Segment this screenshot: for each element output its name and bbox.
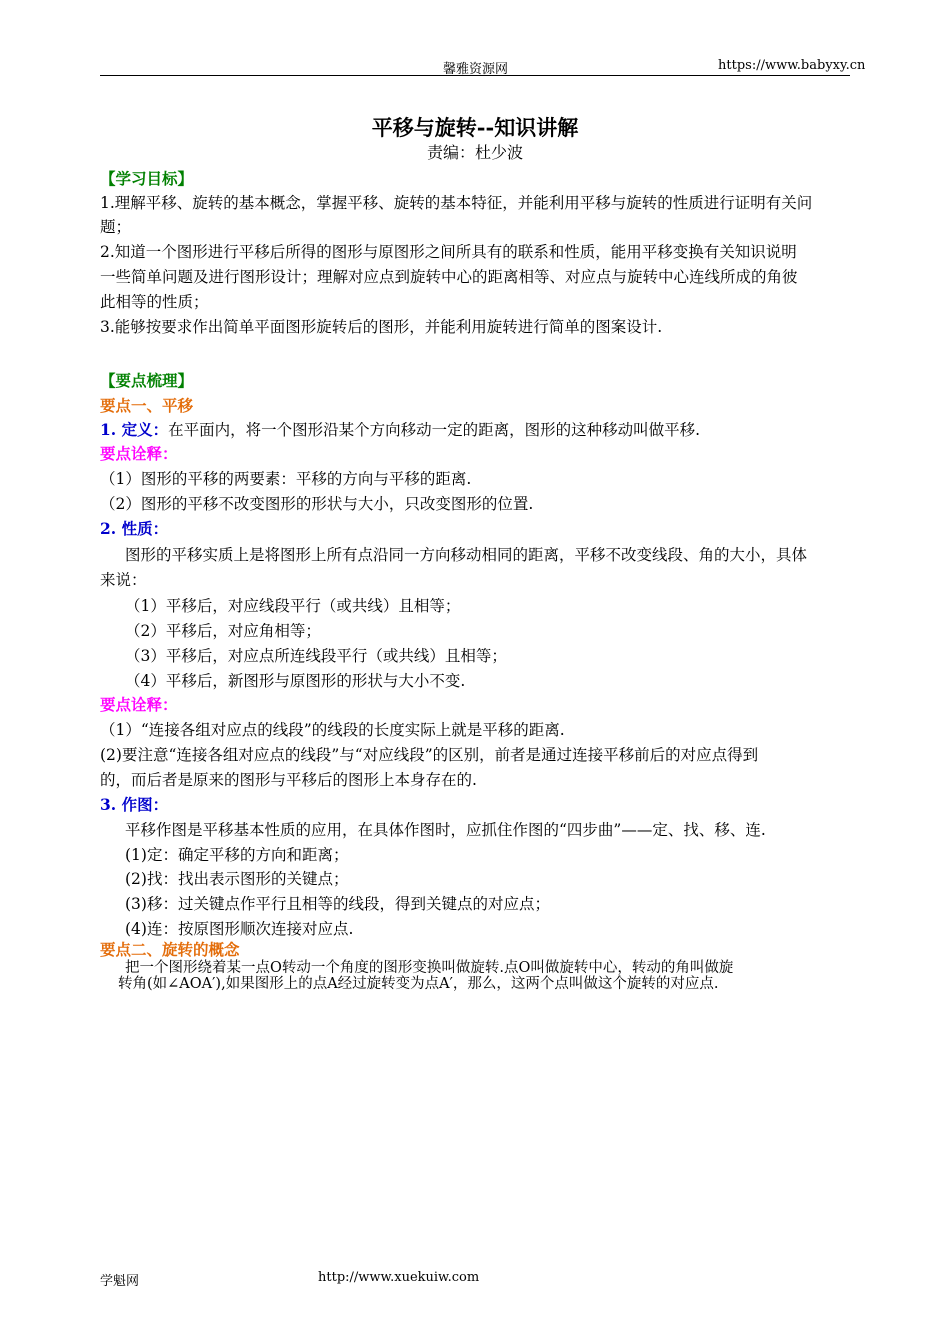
header-site-name: 馨雅资源网 [443,62,509,77]
page-title: 平移与旋转--知识讲解 [371,115,579,140]
property-label: 2. 性质： [100,519,169,538]
note2-line: 的，而后者是原来的图形与平移后的图形上本身存在的. [100,771,477,789]
property-item: （2）平移后，对应角相等； [125,622,321,640]
objectives-line: 3.能够按要求作出简单平面图形旋转后的图形，并能利用旋转进行简单的图案设计. [100,318,663,336]
objectives-line: 一些简单问题及进行图形设计；理解对应点到旋转中心的距离相等、对应点与旋转中心连线所成的角彼 [100,268,798,286]
point1-heading: 要点一、平移 [100,396,194,415]
summary-heading: 【要点梳理】 [100,371,194,390]
definition-label: 1. 定义： [100,420,169,439]
note2-line: (2)要注意“连接各组对应点的线段”与“对应线段”的区别，前者是通过连接平移前后的对应点得到 [100,746,759,764]
property-item: （1）平移后，对应线段平行（或共线）且相等； [125,597,461,615]
header-site-url[interactable]: https://www.babyxy.cn [718,58,866,73]
note1-line: （2）图形的平移不改变图形的形状与大小，只改变图形的位置. [100,495,534,513]
property-line: 图形的平移实质上是将图形上所有点沿同一方向移动相同的距离，平移不改变线段、角的大小，具体 [125,546,808,564]
objectives-line: 2.知道一个图形进行平移后所得的图形与原图形之间所具有的联系和性质，能用平移变换有关知识说明 [100,243,797,261]
point2-heading: 要点二、旋转的概念 [100,940,240,959]
footer-site-name: 学魁网 [100,1274,140,1289]
footer-site-url[interactable]: http://www.xuekuiw.com [318,1270,480,1285]
note1-label: 要点诠释： [100,444,178,463]
property-item: （4）平移后，新图形与原图形的形状与大小不变. [125,672,466,690]
objectives-line: 此相等的性质； [100,293,209,311]
drawing-step: (4)连：按原图形顺次连接对应点. [125,920,354,938]
objectives-heading: 【学习目标】 [100,169,194,188]
drawing-step: (1)定：确定平移的方向和距离； [125,846,349,864]
point2-line: 转角(如∠AOA′),如果图形上的点A经过旋转变为点A′，那么，这两个点叫做这个旋转的对应点. [118,976,719,992]
definition-text: 在平面内，将一个图形沿某个方向移动一定的距离，图形的这种移动叫做平移. [168,421,701,439]
note1-line: （1）图形的平移的两要素：平移的方向与平移的距离. [100,470,472,488]
note2-line: （1）“连接各组对应点的线段”的线段的长度实际上就是平移的距离. [100,721,565,739]
objectives-line: 1.理解平移、旋转的基本概念，掌握平移、旋转的基本特征，并能利用平移与旋转的性质进行证明有关问 [100,194,813,212]
property-item: （3）平移后，对应点所连线段平行（或共线）且相等； [125,647,507,665]
drawing-label: 3. 作图： [100,795,169,814]
property-line: 来说： [100,571,147,589]
drawing-step: (3)移：过关键点作平行且相等的线段，得到关键点的对应点； [125,895,550,913]
drawing-step: (2)找：找出表示图形的关键点； [125,870,349,888]
editor-credit: 责编：杜少波 [426,143,523,162]
objectives-line: 题； [100,218,132,236]
point2-line: 把一个图形绕着某一点O转动一个角度的图形变换叫做旋转.点O叫做旋转中心，转动的角叫做旋 [125,960,734,976]
header-divider [100,75,850,76]
definition-row [100,418,700,442]
drawing-intro: 平移作图是平移基本性质的应用，在具体作图时，应抓住作图的“四步曲”——定、找、移、连. [125,821,766,839]
note2-label: 要点诠释： [100,695,178,714]
